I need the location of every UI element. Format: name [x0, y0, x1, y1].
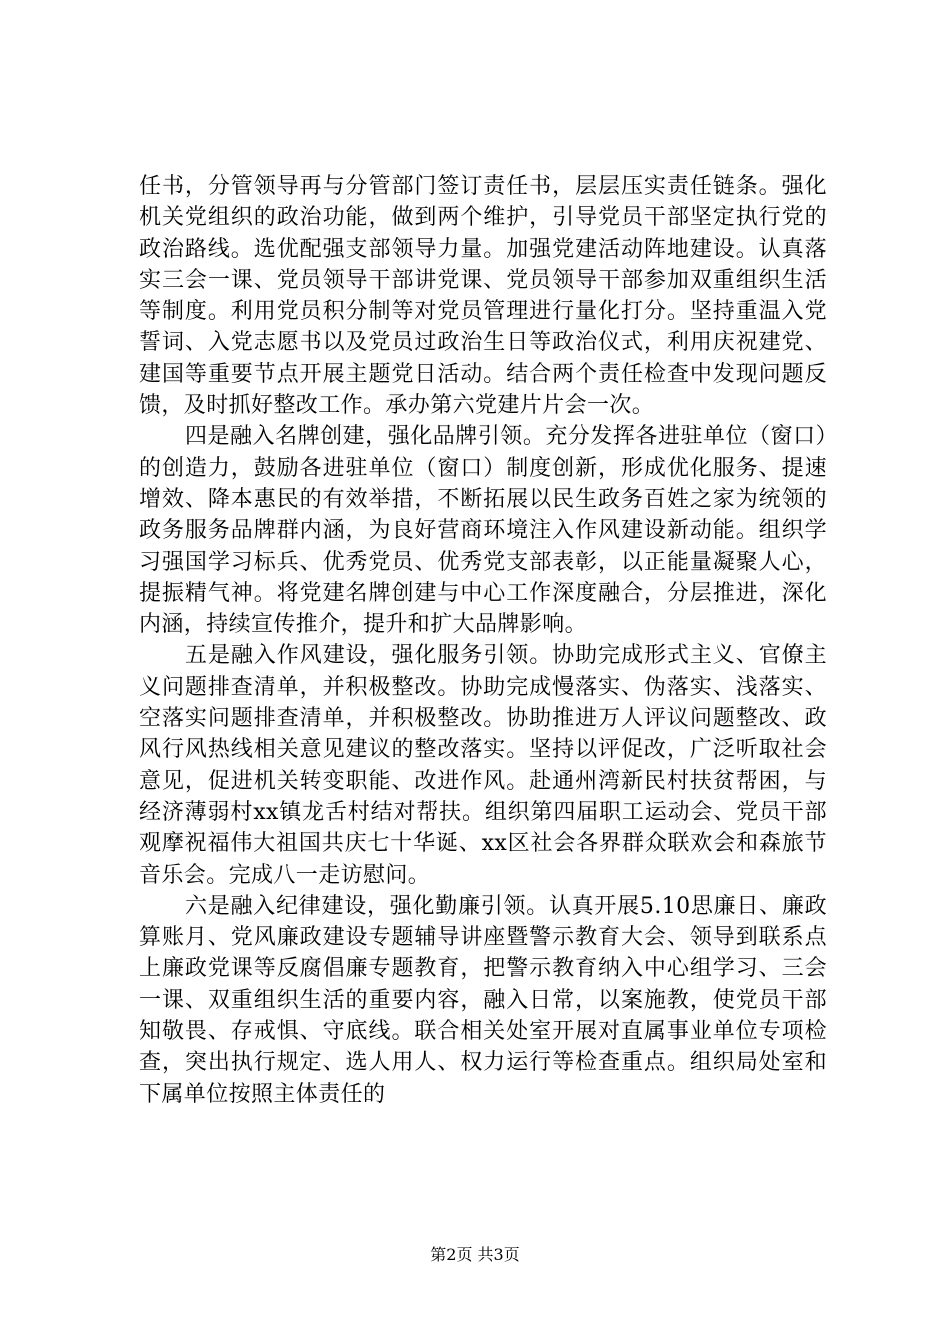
paragraph-discipline: 六是融入纪律建设，强化勤廉引领。认真开展5.10思廉日、廉政算账月、党风廉政建设专题辅导讲座暨警示教育大会、领导到联系点上廉政党课等反腐倡廉专题教育，把警示教育纳入中心组学习、三会一课、双重组织生活的重要内容，融入日常，以案施教，使党员干部知敬畏、存戒惧、守底线。联合相关处室开展对直属事业单位专项检查，突出执行规定、选人用人、权力运行等检查重点。组织局处室和下属单位按照主体责任的 — [139, 893, 827, 1107]
document-body — [139, 171, 827, 1110]
paragraph-continuation: 任书，分管领导再与分管部门签订责任书，层层压实责任链条。强化机关党组织的政治功能，做到两个维护，引导党员干部坚定执行党的政治路线。选优配强支部领导力量。加强党建活动阵地建设。认真落实三会一课、党员领导干部讲党课、党员领导干部参加双重组织生活等制度。利用党员积分制等对党员管理进行量化打分。坚持重温入党誓词、入党志愿书以及党员过政治生日等政治仪式，利用庆祝建党、建国等重要节点开展主题党日活动。结合两个责任检查中发现问题反馈，及时抓好整改工作。承办第六党建片片会一次。 — [139, 174, 827, 419]
paragraph-brand-building: 四是融入名牌创建，强化品牌引领。充分发挥各进驻单位（窗口）的创造力，鼓励各进驻单位（窗口）制度创新，形成优化服务、提速增效、降本惠民的有效举措，不断拓展以民生政务百姓之家为统领的政务服务品牌群内涵，为良好营商环境注入作风建设新动能。组织学习强国学习标兵、优秀党员、优秀党支部表彰，以正能量凝聚人心，提振精气神。将党建名牌创建与中心工作深度融合，分层推进，深化内涵，持续宣传推介，提升和扩大品牌影响。 — [139, 424, 827, 638]
paragraph-work-style: 五是融入作风建设，强化服务引领。协助完成形式主义、官僚主义问题排查清单，并积极整改。协助完成慢落实、伪落实、浅落实、空落实问题排查清单，并积极整改。协助推进万人评议问题整改、政风行风热线相关意见建议的整改落实。坚持以评促改，广泛听取社会意见，促进机关转变职能、改进作风。赴通州湾新民村扶贫帮困，与经济薄弱村xx镇龙舌村结对帮扶。组织第四届职工运动会、党员干部观摩祝福伟大祖国共庆七十华诞、xx区社会各界群众联欢会和森旅节音乐会。完成八一走访慰问。 — [139, 643, 827, 888]
page-footer: 第2页 共3页 — [430, 1245, 520, 1264]
